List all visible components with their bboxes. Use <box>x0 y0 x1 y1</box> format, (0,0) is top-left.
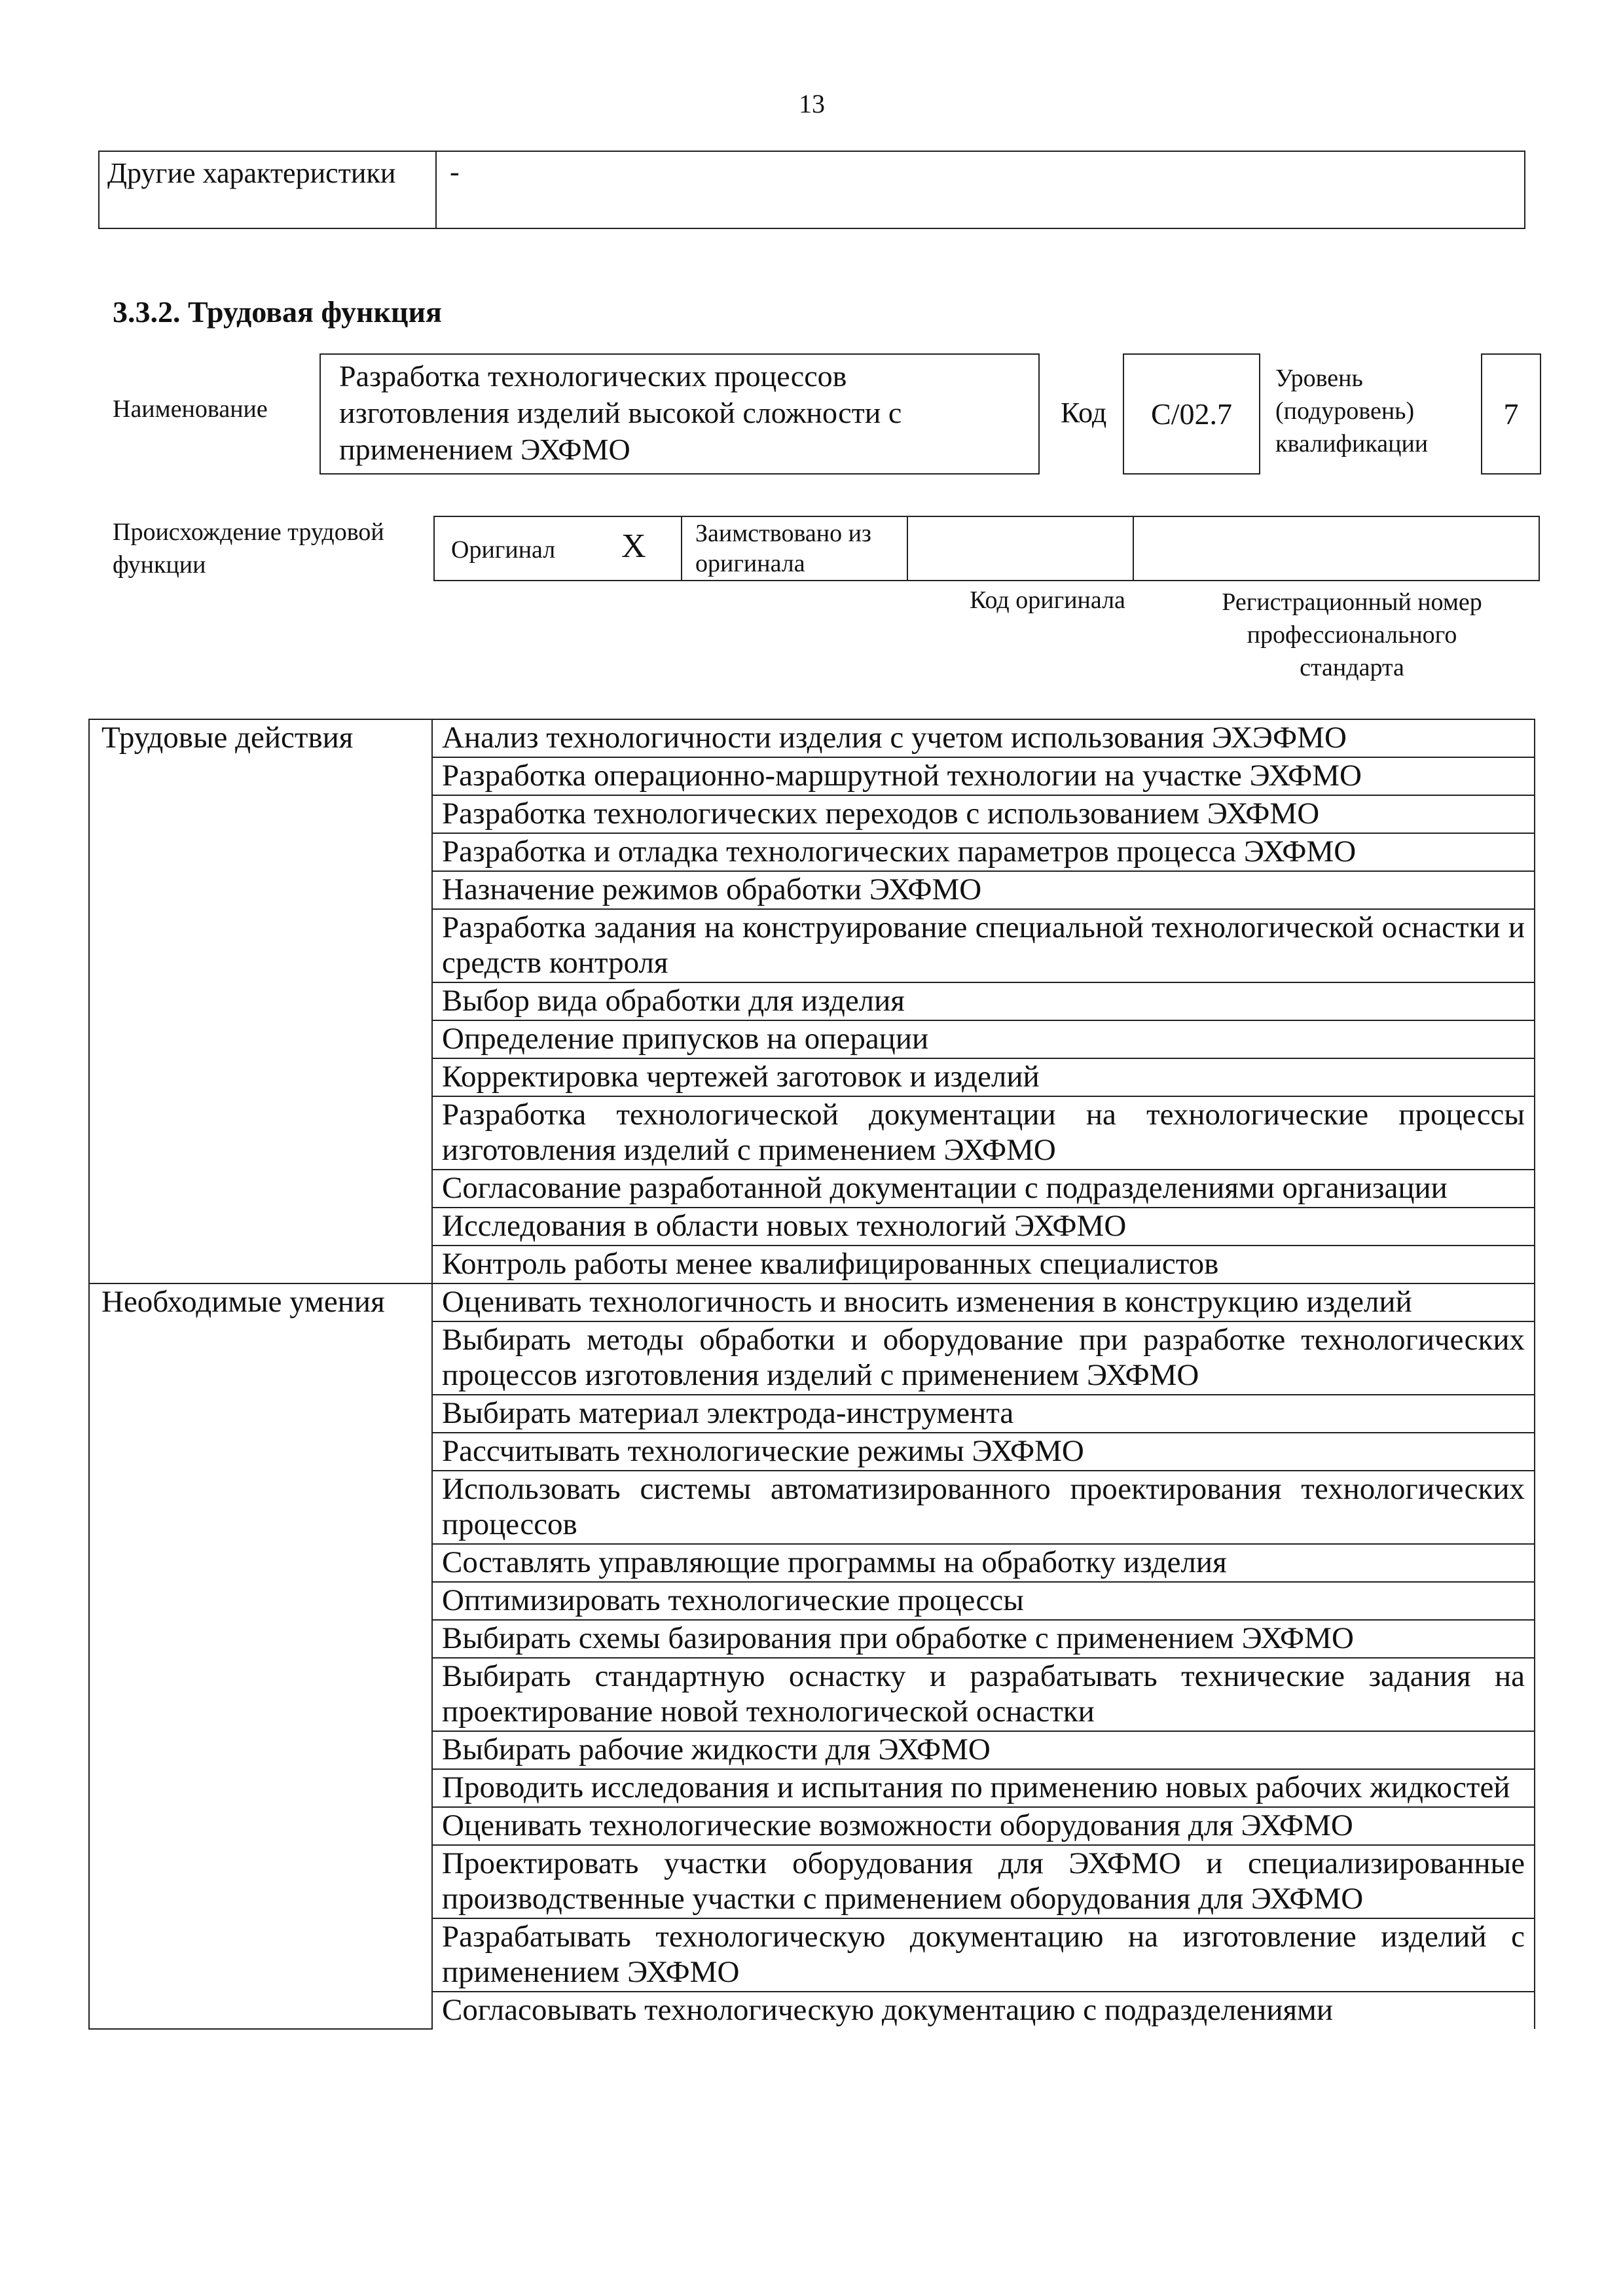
name-label: Наименование <box>113 395 268 423</box>
required-skill-item: Выбирать стандартную оснастку и разрабатывать технические задания на проектирование новой технологической оснастки <box>432 1658 1535 1731</box>
required-skill-row <box>89 1283 1535 1321</box>
required-skill-item: Выбирать схемы базирования при обработке с применением ЭХФМО <box>432 1620 1535 1658</box>
other-characteristics-table <box>98 151 1525 229</box>
origin-code-cell <box>908 517 1134 580</box>
labor-action-item: Разработка технологической документации на технологические процессы изготовления изделий с применением ЭХФМО <box>432 1096 1535 1170</box>
borrowed-label: Заимствовано из оригинала <box>695 520 871 577</box>
origin-original-cell <box>435 517 682 580</box>
origin-label: Происхождение трудовой функции <box>113 518 384 579</box>
labor-action-item: Согласование разработанной документации с подразделениями организации <box>432 1170 1535 1208</box>
labor-action-item: Разработка операционно-маршрутной технологии на участке ЭХФМО <box>432 757 1535 795</box>
labor-action-item: Определение припусков на операции <box>432 1020 1535 1058</box>
required-skill-item: Разрабатывать технологическую документацию на изготовление изделий с применением ЭХФМО <box>432 1918 1535 1992</box>
code-value-box: C/02.7 <box>1123 353 1260 475</box>
labor-action-item: Исследования в области новых технологий ЭХФМО <box>432 1208 1535 1246</box>
labor-action-label: Трудовые действия <box>89 719 432 1283</box>
labor-action-item: Разработка задания на конструирование специальной технологической оснастки и средств контроля <box>432 909 1535 982</box>
required-skill-item: Оценивать технологические возможности оборудования для ЭХФМО <box>432 1807 1535 1845</box>
required-skill-label: Необходимые умения <box>89 1283 432 2029</box>
required-skill-item: Оценивать технологичность и вносить изменения в конструкцию изделий <box>432 1283 1535 1321</box>
other-characteristics-label: Другие характеристики <box>100 152 437 228</box>
reg-number-caption: Регистрационный номер профессионального стандарта <box>1222 588 1482 681</box>
original-label: Оригинал <box>451 536 556 564</box>
required-skill-item: Проводить исследования и испытания по применению новых рабочих жидкостей <box>432 1769 1535 1807</box>
required-skill-item: Использовать системы автоматизированного проектирования технологических процессов <box>432 1471 1535 1544</box>
required-skill-item: Проектировать участки оборудования для ЭХФМО и специализированные производственные участки с применением оборудования для ЭХФМО <box>432 1845 1535 1918</box>
original-mark: X <box>621 528 646 565</box>
other-characteristics-value: - <box>450 156 460 188</box>
function-name-box: Разработка технологических процессов изготовления изделий высокой сложности с применением ЭХФМО <box>319 353 1040 475</box>
code-original-caption: Код оригинала <box>970 586 1125 614</box>
page-number: 13 <box>799 89 825 118</box>
code-label: Код <box>1061 397 1107 429</box>
labor-action-item: Контроль работы менее квалифицированных специалистов <box>432 1246 1535 1283</box>
section-heading: 3.3.2. Трудовая функция <box>113 295 442 329</box>
labor-action-item: Анализ технологичности изделия с учетом использования ЭХЭФМО <box>432 719 1535 757</box>
labor-action-row <box>89 719 1535 757</box>
labor-action-item: Назначение режимов обработки ЭХФМО <box>432 871 1535 909</box>
labor-action-item: Корректировка чертежей заготовок и изделий <box>432 1058 1535 1096</box>
required-skill-item: Оптимизировать технологические процессы <box>432 1582 1535 1620</box>
required-skill-item: Согласовывать технологическую документацию с подразделениями <box>432 1992 1535 2029</box>
required-skill-item: Выбирать рабочие жидкости для ЭХФМО <box>432 1731 1535 1769</box>
origin-borrowed-cell <box>682 517 908 580</box>
required-skill-item: Составлять управляющие программы на обработку изделия <box>432 1544 1535 1582</box>
qualification-level-label: Уровень (подуровень) квалификации <box>1275 365 1429 457</box>
labor-function-table <box>88 719 1535 2030</box>
origin-row <box>433 516 1540 581</box>
qualification-level-box: 7 <box>1481 353 1541 475</box>
labor-action-item: Разработка и отладка технологических параметров процесса ЭХФМО <box>432 833 1535 871</box>
labor-action-item: Выбор вида обработки для изделия <box>432 982 1535 1020</box>
required-skill-item: Выбирать материал электрода-инструмента <box>432 1395 1535 1433</box>
required-skill-item: Выбирать методы обработки и оборудование при разработке технологических процессов изготовления изделий с применением ЭХФМО <box>432 1321 1535 1395</box>
origin-reg-cell <box>1134 517 1540 580</box>
required-skill-item: Рассчитывать технологические режимы ЭХФМО <box>432 1433 1535 1471</box>
labor-action-item: Разработка технологических переходов с использованием ЭХФМО <box>432 795 1535 833</box>
